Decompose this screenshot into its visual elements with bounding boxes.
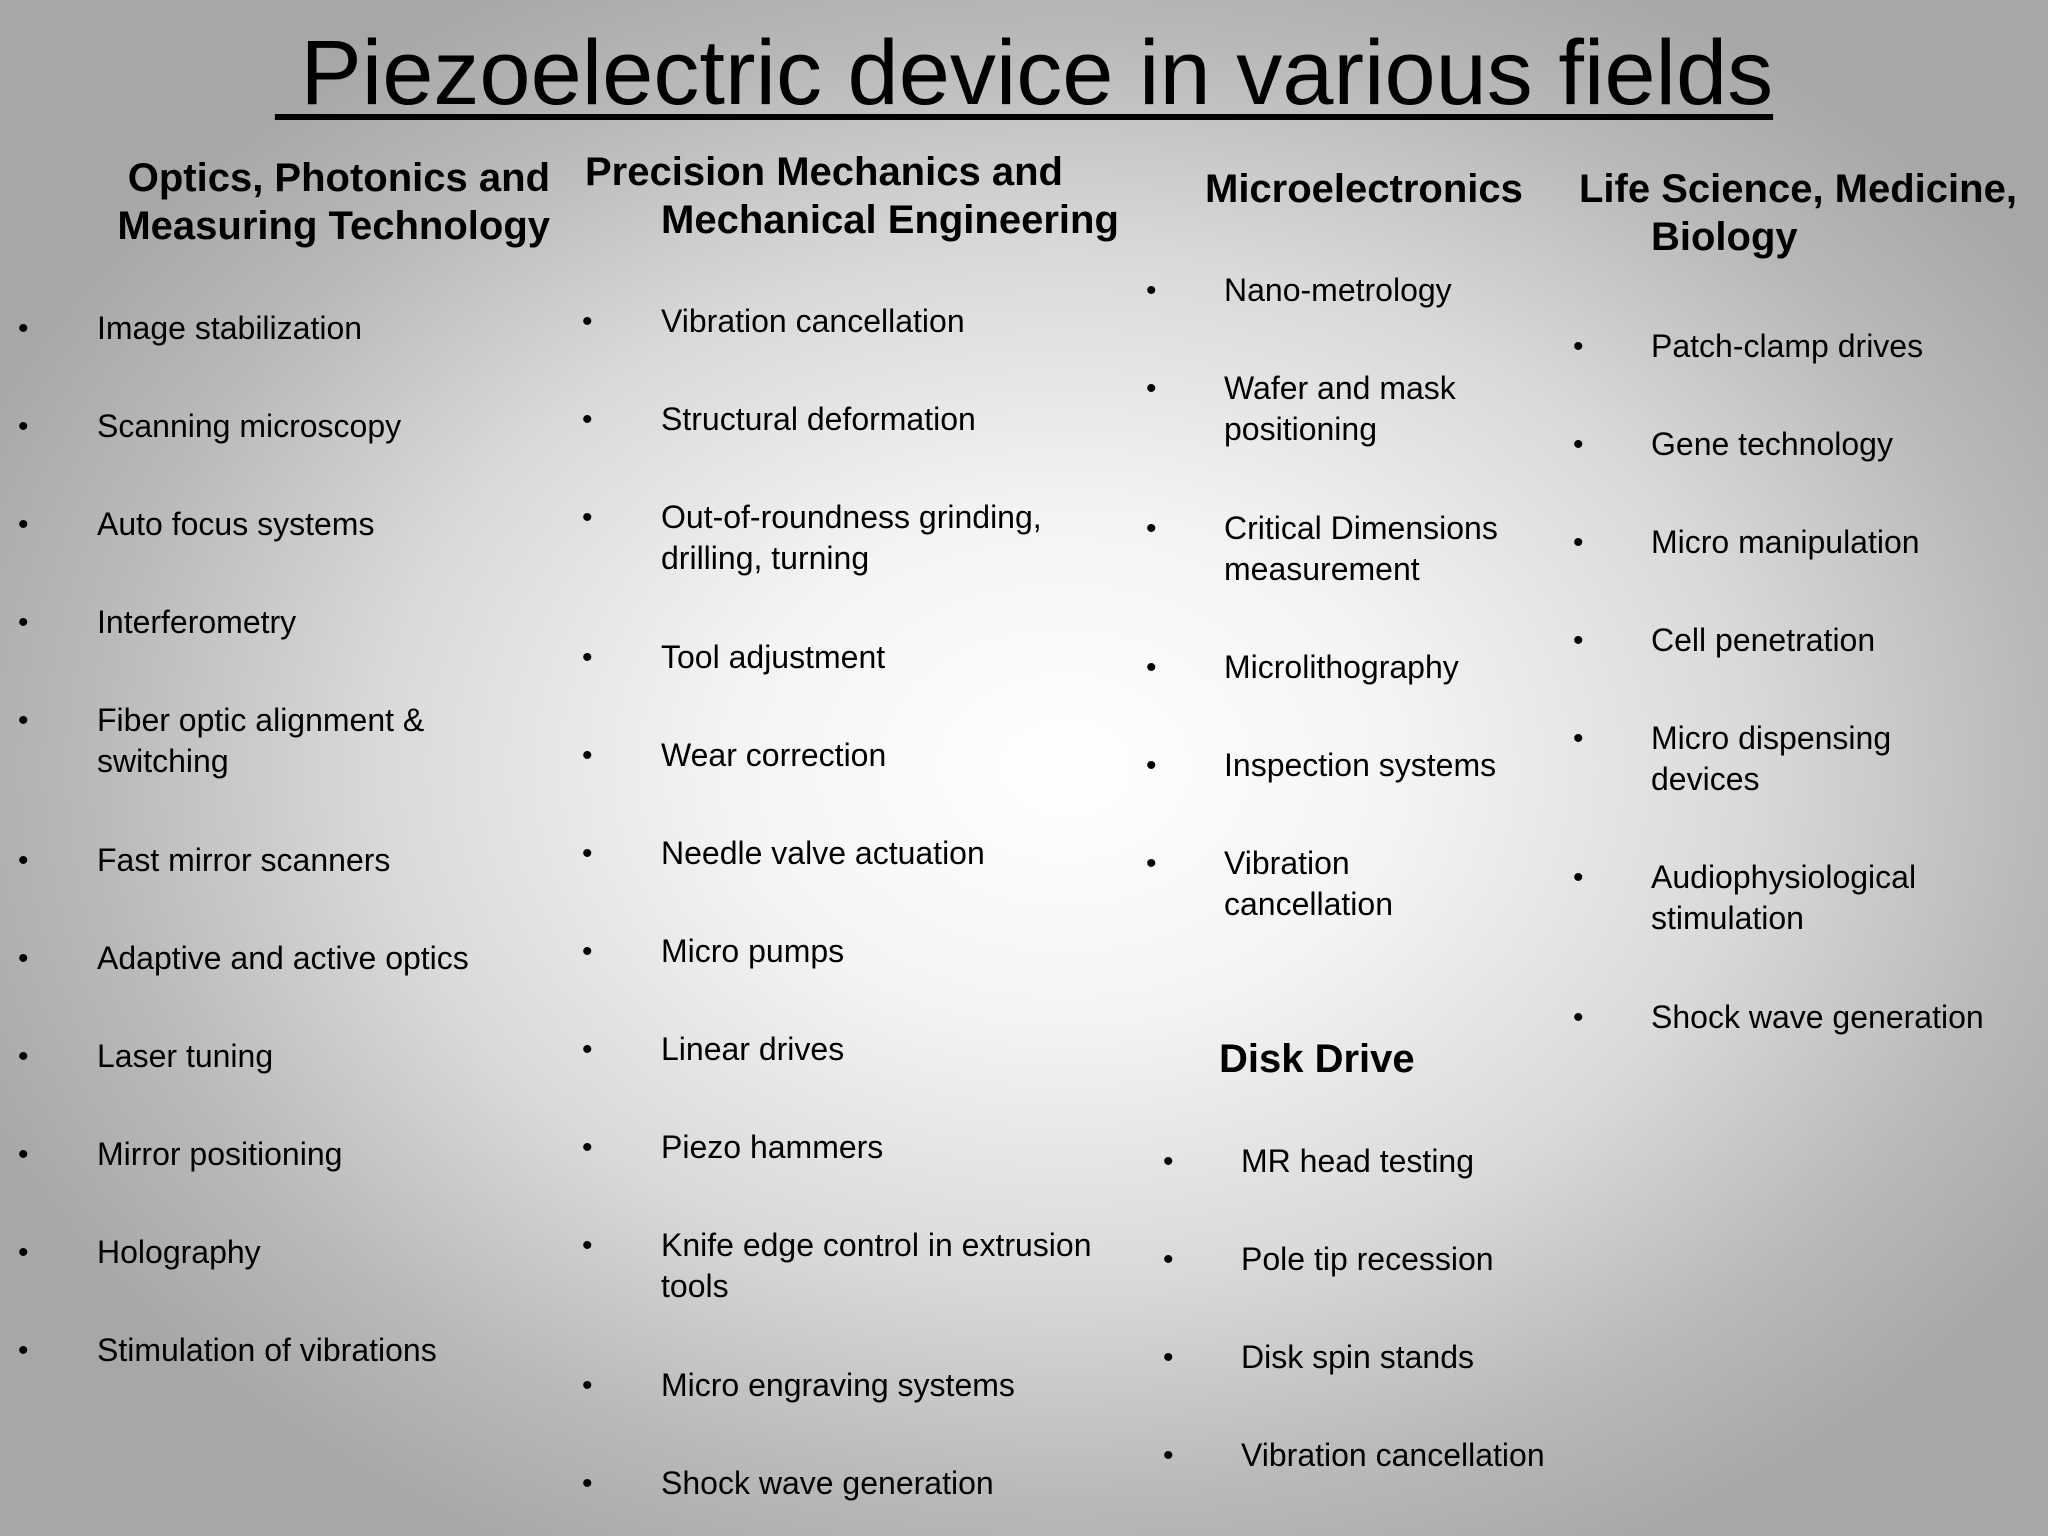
bullet-marker: • — [18, 1334, 29, 1367]
list-item-text: Nano-metrology — [1224, 272, 1452, 308]
heading-line: Measuring Technology — [117, 204, 550, 248]
list-item-text: Inspection systems — [1224, 747, 1497, 783]
bullet-marker: • — [18, 410, 29, 443]
heading-line: Mechanical Engineering — [661, 198, 1119, 242]
bullet-marker: • — [582, 1369, 593, 1402]
bullet-marker: • — [18, 704, 29, 737]
heading-line: Life Science, Medicine, — [1579, 167, 2017, 211]
column-heading — [1205, 165, 1565, 213]
list-item-text: MR head testing — [1241, 1143, 1475, 1179]
list-item-text: Vibration cancellation — [1224, 845, 1393, 922]
list-item-text: Micro manipulation — [1651, 524, 1920, 560]
bullet-marker: • — [1163, 1145, 1174, 1178]
bullet-marker: • — [582, 1229, 593, 1262]
column-heading — [585, 148, 1125, 244]
bullet-marker: • — [18, 942, 29, 975]
bullet-marker: • — [1573, 624, 1584, 657]
column-heading — [60, 154, 550, 250]
list-item-text: Tool adjustment — [661, 639, 886, 675]
list-item-text: Wear correction — [661, 737, 887, 773]
list-item-text: Wafer and mask positioning — [1224, 370, 1456, 447]
bullet-marker: • — [1163, 1341, 1174, 1374]
list-item-text: Knife edge control in extrusion tools — [661, 1227, 1092, 1304]
bullet-marker: • — [1573, 428, 1584, 461]
list-item-text: Microlithography — [1224, 649, 1459, 685]
bullet-marker: • — [18, 606, 29, 639]
bullet-marker: • — [582, 305, 593, 338]
bullet-marker: • — [18, 1138, 29, 1171]
bullet-marker: • — [18, 508, 29, 541]
bullet-marker: • — [582, 935, 593, 968]
bullet-marker: • — [582, 1131, 593, 1164]
list-item-text: Image stabilization — [97, 310, 363, 346]
list-item-text: Patch-clamp drives — [1651, 328, 1924, 364]
bullet-marker: • — [1573, 722, 1584, 755]
bullet-marker: • — [18, 844, 29, 877]
bullet-marker: • — [1146, 372, 1157, 405]
bullet-marker: • — [582, 1033, 593, 1066]
list-item-text: Disk spin stands — [1241, 1339, 1474, 1375]
list-item-text: Shock wave generation — [661, 1465, 994, 1501]
bullet-marker: • — [582, 501, 593, 534]
column-heading — [1219, 1035, 1539, 1083]
bullet-marker: • — [1146, 274, 1157, 307]
list-item-text: Auto focus systems — [97, 506, 375, 542]
list-item-text: Critical Dimensions measurement — [1224, 510, 1498, 587]
list-item-text: Fast mirror scanners — [97, 842, 391, 878]
bullet-marker: • — [1146, 847, 1157, 880]
list-item-text: Mirror positioning — [97, 1136, 343, 1172]
list-item-text: Adaptive and active optics — [97, 940, 469, 976]
list-item-text: Audiophysiological stimulation — [1651, 859, 1917, 936]
list-item-text: Shock wave generation — [1651, 999, 1984, 1035]
bullet-marker: • — [1573, 861, 1584, 894]
list-item-text: Scanning microscopy — [97, 408, 402, 444]
list-item-text: Micro pumps — [661, 933, 845, 969]
bullet-marker: • — [1163, 1439, 1174, 1472]
list-item-text: Cell penetration — [1651, 622, 1876, 658]
bullet-marker: • — [1163, 1243, 1174, 1276]
list-item-text: Micro engraving systems — [661, 1367, 1015, 1403]
bullet-marker: • — [582, 641, 593, 674]
list-item-text: Piezo hammers — [661, 1129, 884, 1165]
list-item-text: Laser tuning — [97, 1038, 274, 1074]
bullet-marker: • — [582, 739, 593, 772]
list-item-text: Out-of-roundness grinding, drilling, turning — [661, 499, 1042, 576]
bullet-marker: • — [18, 1040, 29, 1073]
column-heading — [1579, 165, 2039, 261]
list-item-text: Needle valve actuation — [661, 835, 985, 871]
list-item-text: Vibration cancellation — [1241, 1437, 1545, 1473]
heading-line: Biology — [1651, 215, 1798, 259]
list-item-text: Holography — [97, 1234, 261, 1270]
list-item-text: Linear drives — [661, 1031, 845, 1067]
slide-title-text: Piezoelectric device in various fields — [274, 22, 1774, 124]
bullet-marker: • — [582, 403, 593, 436]
bullet-marker: • — [1146, 651, 1157, 684]
list-item-text: Structural deformation — [661, 401, 976, 437]
bullet-marker: • — [1573, 1001, 1584, 1034]
list-item-text: Stimulation of vibrations — [97, 1332, 437, 1368]
list-item-text: Fiber optic alignment & switching — [97, 702, 425, 779]
list-item-text: Pole tip recession — [1241, 1241, 1494, 1277]
list-item-text: Micro dispensing devices — [1651, 720, 1892, 797]
slide-title — [0, 18, 2048, 128]
list-item-text: Interferometry — [97, 604, 297, 640]
bullet-marker: • — [582, 1467, 593, 1500]
heading-line: Disk Drive — [1219, 1037, 1415, 1081]
list-item-text: Vibration cancellation — [661, 303, 965, 339]
list-item-text: Gene technology — [1651, 426, 1893, 462]
bullet-marker: • — [1573, 526, 1584, 559]
heading-line: Microelectronics — [1205, 167, 1523, 211]
bullet-marker: • — [582, 837, 593, 870]
heading-line: Precision Mechanics and — [585, 150, 1063, 194]
bullet-marker: • — [1573, 330, 1584, 363]
bullet-marker: • — [18, 312, 29, 345]
bullet-marker: • — [1146, 512, 1157, 545]
heading-line: Optics, Photonics and — [127, 156, 550, 200]
bullet-marker: • — [1146, 749, 1157, 782]
bullet-marker: • — [18, 1236, 29, 1269]
